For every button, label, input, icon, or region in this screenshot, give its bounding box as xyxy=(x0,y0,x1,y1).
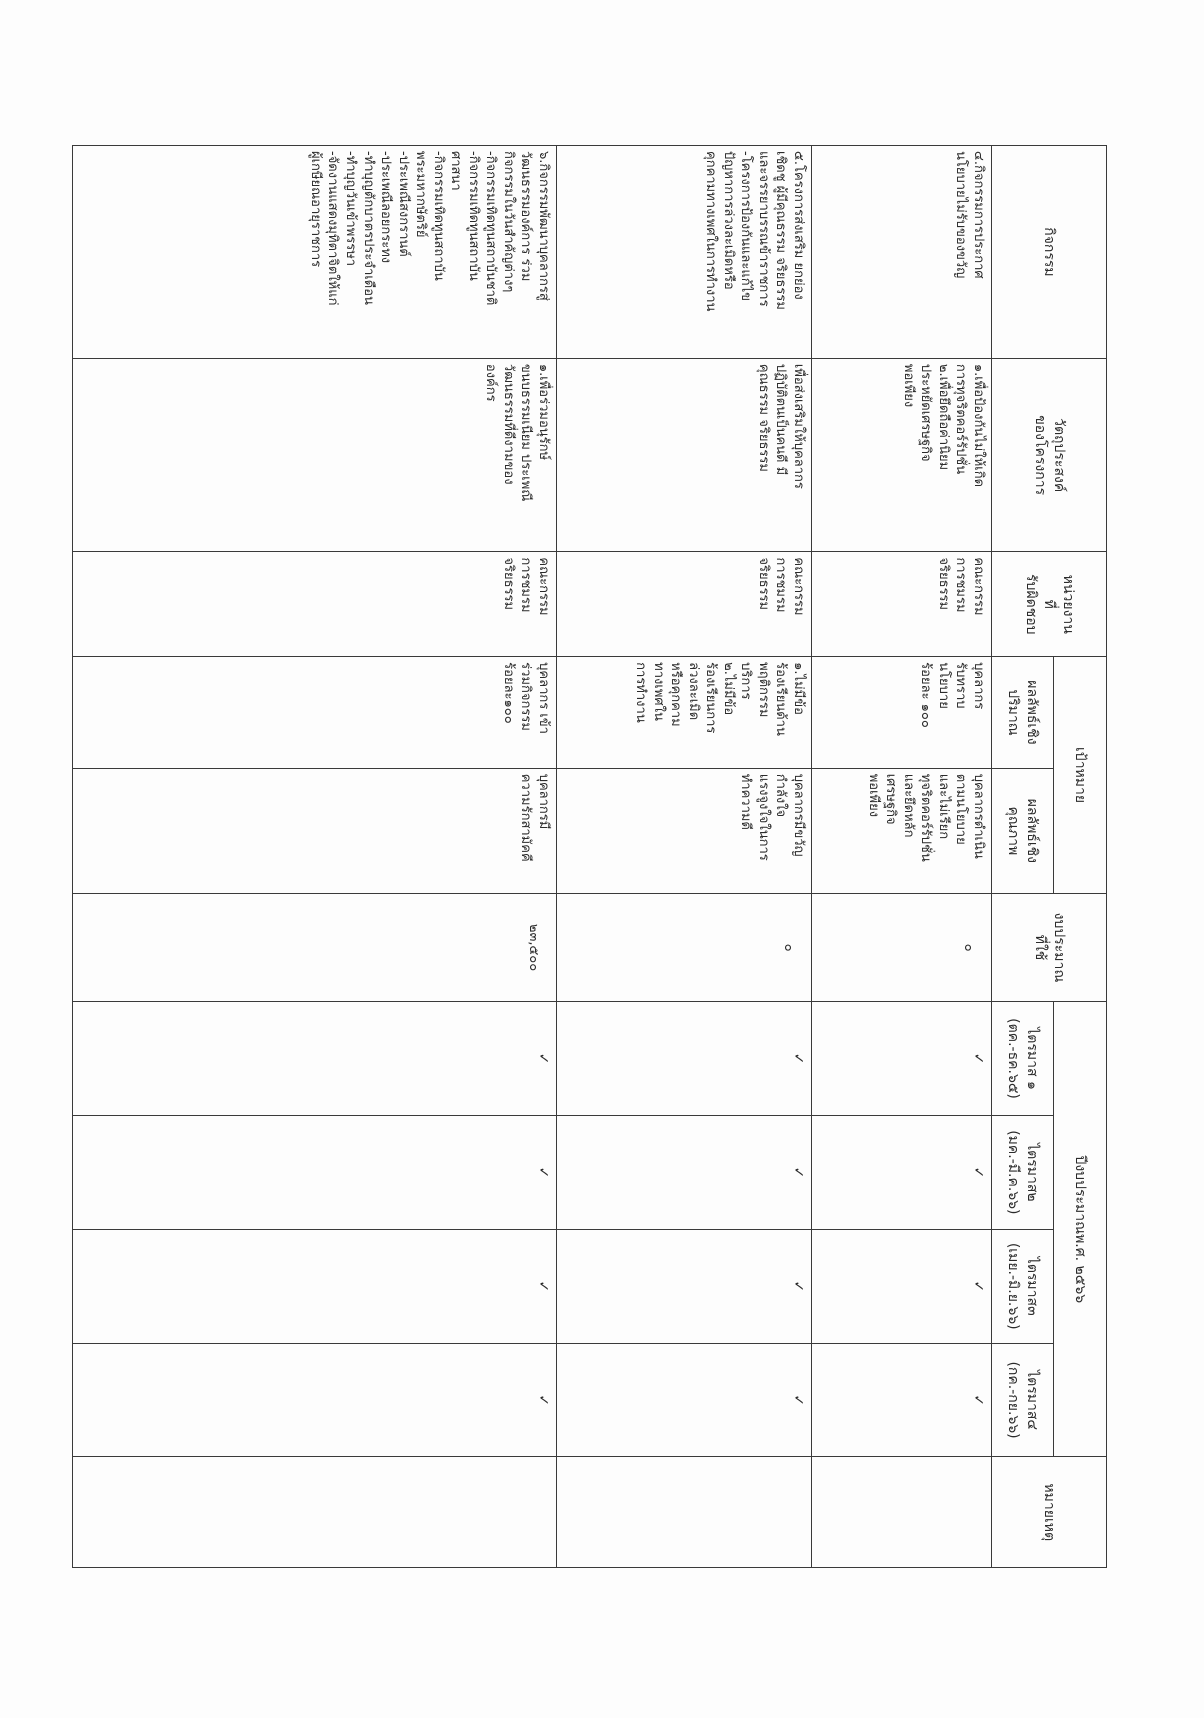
q4-check: ✓ xyxy=(557,1343,812,1457)
table-row xyxy=(557,146,812,1568)
objective-cell: ๑.เพื่อป้องกันไม่ให้เกิด การทุจริตคอร์รัปชั่น ๒.เพื่อยึดถือค่านิยม ประหยัดเศรษฐกิจ พอเพียง xyxy=(812,358,992,552)
header-outcome: ผลลัพธ์เชิง คุณภาพ xyxy=(992,768,1054,893)
output-cell: บุคลากร รับทราบ นโยบาย ร้อยละ ๑๐๐ xyxy=(812,657,992,769)
activity-cell: ๕.โครงการส่งเสริม ยกย่อง เชิดชู ผู้มีคุณธรรม จริยธรรม และจรรยาบรรณข้าราชการ -โครงการป้องกันและแก้ไข ปัญหาการล่วงละเมิดหรือ คุกคามทางเพศในการทำงาน xyxy=(557,146,812,359)
remark-cell xyxy=(73,1457,557,1568)
q1-check: ✓ xyxy=(73,1002,557,1116)
budget-cell: ๒๓,๕๐๐ xyxy=(73,893,557,1001)
budget-cell: ๐ xyxy=(812,893,992,1001)
q3-check: ✓ xyxy=(812,1229,992,1343)
table-row xyxy=(812,146,992,1568)
table-row xyxy=(73,146,557,1568)
budget-cell: ๐ xyxy=(557,893,812,1001)
header-remark: หมายเหตุ xyxy=(992,1457,1107,1568)
outcome-cell: บุคลากรมี ความรักสามัคคี xyxy=(73,768,557,893)
header-q3: ไตรมาส๓ (เมย.-มิ.ย.๖๖) xyxy=(992,1229,1054,1343)
q2-check: ✓ xyxy=(557,1115,812,1229)
output-cell: บุคลากร เข้า ร่วมกิจกรรม ร้อยละ๑๐๐ xyxy=(73,657,557,769)
header-q4: ไตรมาส๔ (กค.-กย.๖๖) xyxy=(992,1343,1054,1457)
objective-cell: เพื่อส่งเสริมให้บุคลากร ปฏิบัติตนเป็นคนดี มี คุณธรรม จริยธรรม xyxy=(557,358,812,552)
responsible-cell: คณะกรรม การชมรม จริยธรรม xyxy=(557,552,812,657)
q1-check: ✓ xyxy=(812,1002,992,1116)
outcome-cell: บุคลากรดำเนิน ตามนโยบาย และไม่เรียก ทุจริตคอร์รัปชั่น และยึดหลัก เศรษฐกิจ พอเพียง xyxy=(812,768,992,893)
responsible-cell: คณะกรรม การชมรม จริยธรรม xyxy=(812,552,992,657)
rotated-table-wrapper xyxy=(72,145,1107,1568)
q2-check: ✓ xyxy=(73,1115,557,1229)
objective-cell: ๑.เพื่อร่วมอนุรักษ์ ขนบธรรมเนียม ประเพณี วัฒนธรรมที่ดีงามของ องค์กร xyxy=(73,358,557,552)
q3-check: ✓ xyxy=(73,1229,557,1343)
header-fiscal-year: ปีงบประมาณพ.ศ. ๒๕๖๖ xyxy=(1054,1002,1107,1457)
activity-cell: ๔.กิจกรรมการประกาศ นโยบายไม่รับของขวัญ xyxy=(812,146,992,359)
output-cell: ๑.ไม่มีข้อ ร้องเรียนด้าน พฤติกรรม บริการ ๒.ไม่มีข้อ ร้องเรียนการ ล่วงละเมิด หรือคุกคาม ทางเพศใน การทำงาน xyxy=(557,657,812,769)
q3-check: ✓ xyxy=(557,1229,812,1343)
remark-cell xyxy=(557,1457,812,1568)
header-q1: ไตรมาส ๑ (ตค.-ธค.๖๕) xyxy=(992,1002,1054,1116)
header-output: ผลลัพธ์เชิง ปริมาณ xyxy=(992,657,1054,769)
q4-check: ✓ xyxy=(73,1343,557,1457)
header-q2: ไตรมาส๒ (มค.-มี.ค.๖๖) xyxy=(992,1115,1054,1229)
header-responsible: หน่วยงาน ที่ รับผิดชอบ xyxy=(992,552,1107,657)
q2-check: ✓ xyxy=(812,1115,992,1229)
header-target: เป้าหมาย xyxy=(1054,657,1107,894)
outcome-cell: บุคลากรมีขวัญ กำลังใจ แรงจูงใจในการ ทำความดี xyxy=(557,768,812,893)
q4-check: ✓ xyxy=(812,1343,992,1457)
activity-cell: ๖.กิจกรรมพัฒนาบุคลากรสู่ วัฒนธรรมองค์การ ร่วม กิจกรรมในวันสำคัญต่างๆ -กิจกรรมเทิดทูนสถาบันชาติ -กิจกรรมเทิดทูนสถาบัน ศาสนา -กิจกรรมเทิดทูนสถาบัน พระมหากษัตริย์ -ประเพณีสงกรานต์ -ประเพณีลอยกระทง -ทำบุญตักบาตรประจำเดือน -ทำบุญวันเข้าพรรษา -จัดงานแสดงมุทิตาจิตให้แก่ ผู้เกษียณอายุราชการ xyxy=(73,146,557,359)
remark-cell xyxy=(812,1457,992,1568)
header-budget: งบประมาณ ที่ใช้ xyxy=(992,893,1107,1001)
responsible-cell: คณะกรรม การชมรม จริยธรรม xyxy=(73,552,557,657)
activity-plan-table xyxy=(72,145,1107,1568)
header-objective: วัตถุประสงค์ ของโครงการ xyxy=(992,358,1107,552)
header-row-1 xyxy=(1054,146,1107,1568)
q1-check: ✓ xyxy=(557,1002,812,1116)
header-activity: กิจกรรม xyxy=(992,146,1107,359)
